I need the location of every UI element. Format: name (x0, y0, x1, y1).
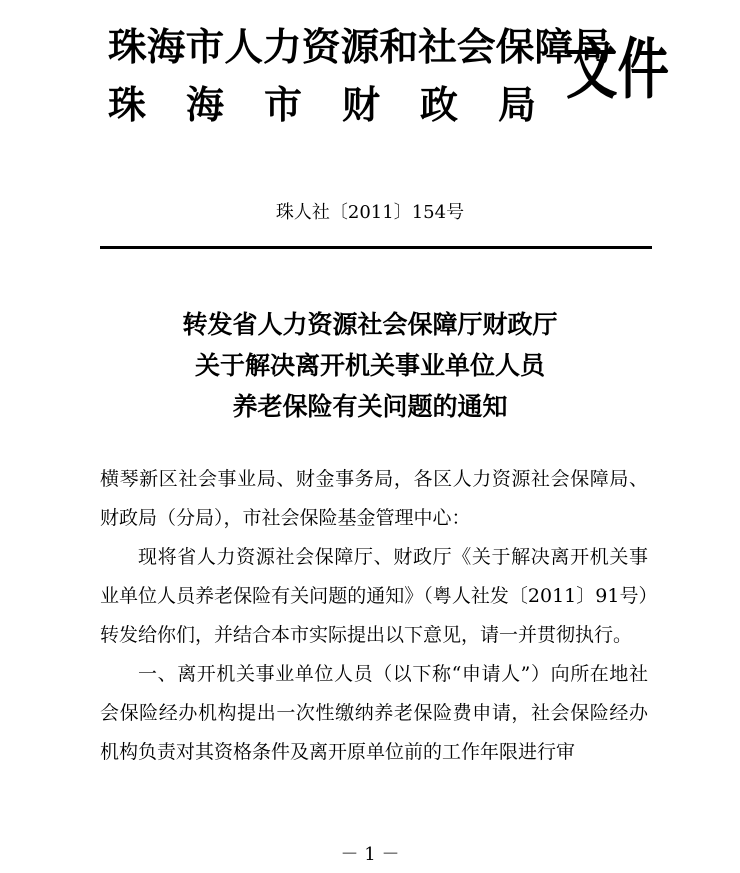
document-title (0, 304, 740, 427)
document-number: 珠人社〔2011〕154号 (275, 202, 465, 223)
body-paragraph: 一、离开机关事业单位人员（以下称“申请人”）向所在地社会保险经办机构提出一次性缴纳养老保险费申请，社会保险经办机构负责对其资格条件及离开原单位前的工作年限进行审 (100, 663, 648, 763)
page-number: － 1 － (340, 844, 400, 865)
issuing-agency-hr-social-security: 珠海市人力资源和社会保障局 (108, 25, 612, 69)
document-body (100, 460, 648, 772)
title-line: 转发省人力资源社会保障厅财政厅 (182, 310, 558, 339)
letterhead (0, 0, 740, 180)
title-line: 养老保险有关问题的通知 (232, 392, 508, 421)
document-label: 文件 (566, 31, 669, 108)
addressee-paragraph: 横琴新区社会事业局、财金事务局，各区人力资源社会保障局、财政局（分局），市社会保险基金管理中心： (100, 468, 648, 529)
body-paragraph: 现将省人力资源社会保障厅、财政厅《关于解决离开机关事业单位人员养老保险有关问题的通知》（粤人社发〔2011〕91号）转发给你们，并结合本市实际提出以下意见，请一并贯彻执行。 (100, 546, 648, 646)
issuing-agency-finance-bureau: 珠海市财政局 (108, 83, 577, 127)
title-line: 关于解决离开机关事业单位人员 (194, 351, 545, 380)
header-divider (100, 246, 652, 249)
